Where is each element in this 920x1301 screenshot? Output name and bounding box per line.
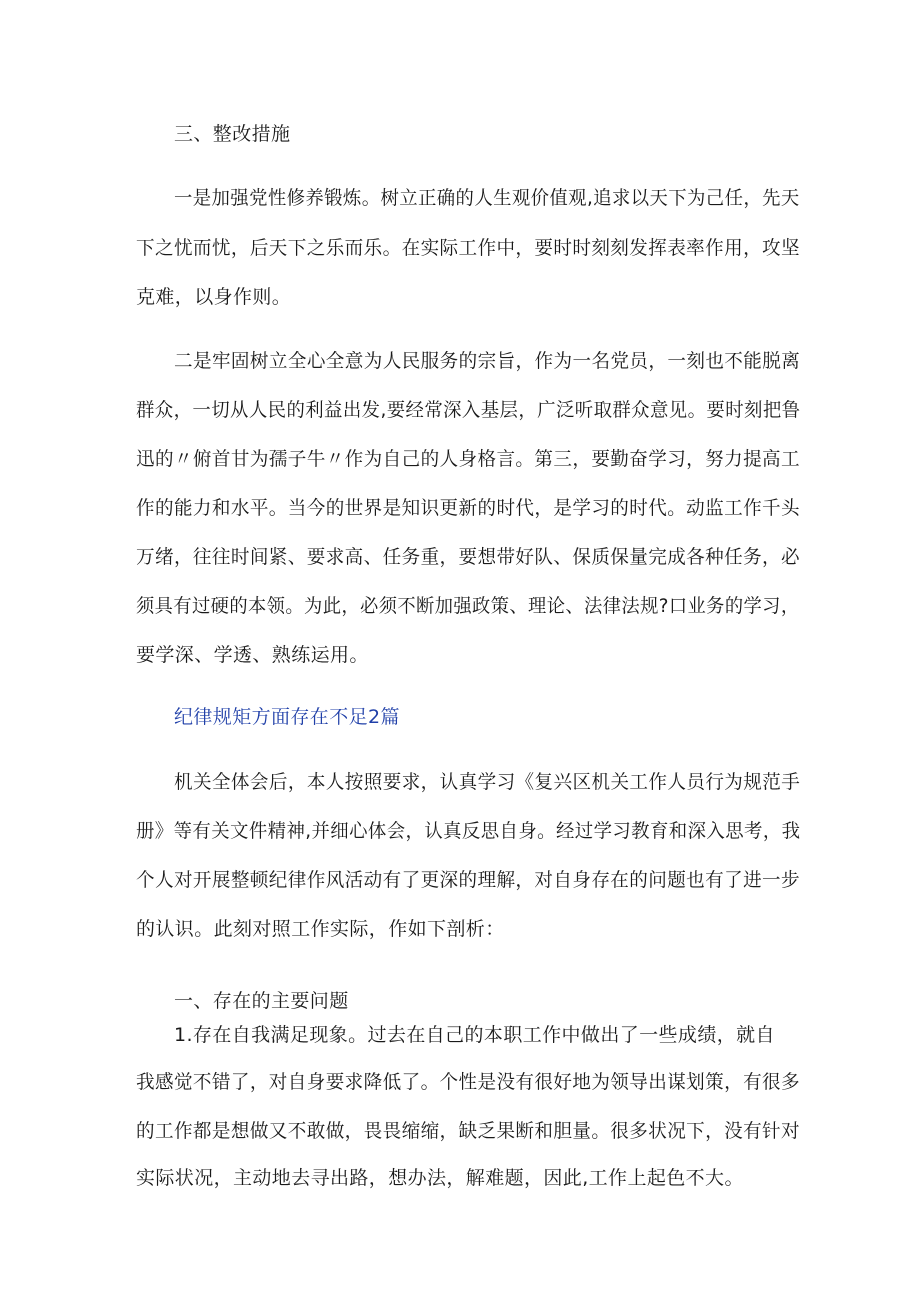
paragraph-2-line-4: 作的能力和水平。当今的世界是知识更新的时代，是学习的时代。动监工作千头 [136,497,801,519]
paragraph-2-line-3: 迅的〃俯首甘为孺子牛〃作为自己的人身格言。第三，要勤奋学习，努力提高工 [136,448,801,470]
paragraph-4-line-1: 1.存在自我满足现象。过去在自己的本职工作中做出了一些成绩，就自 [174,1024,775,1046]
section-heading-rectification: 三、整改措施 [174,123,291,145]
paragraph-3-line-4: 的认识。此刻对照工作实际，作如下剖析： [136,918,505,940]
section-heading-main-problems: 一、存在的主要问题 [174,990,349,1012]
paragraph-2-line-5: 万绪，往往时间紧、要求高、任务重，要想带好队、保质保量完成各种任务，必 [136,546,801,568]
paragraph-2-line-6: 须具有过硬的本领。为此，必须不断加强政策、理论、法律法规?口业务的学习， [136,595,800,617]
paragraph-3-line-1: 机关全体会后，本人按照要求，认真学习《复兴区机关工作人员行为规范手 [174,771,801,793]
paragraph-2-line-2: 群众，一切从人民的利益出发,要经常深入基层，广泛听取群众意见。要时刻把鲁 [136,399,801,421]
paragraph-2-line-1: 二是牢固树立全心全意为人民服务的宗旨，作为一名党员，一刻也不能脱离 [174,350,801,372]
paragraph-2-line-7: 要学深、学透、熟练运用。 [136,644,369,666]
paragraph-4-line-2: 我感觉不错了，对自身要求降低了。个性是没有很好地为领导出谋划策，有很多 [136,1071,801,1093]
paragraph-1-line-2: 下之忧而忧，后天下之乐而乐。在实际工作中，要时时刻刻发挥表率作用，攻坚 [136,237,801,259]
article-title-link[interactable]: 纪律规矩方面存在不足2篇 [174,706,400,728]
paragraph-1-line-3: 克难，以身作则。 [136,286,292,308]
paragraph-3-line-2: 册》等有关文件精神,并细心体会，认真反思自身。经过学习教育和深入思考，我 [136,820,801,842]
paragraph-4-line-4: 实际状况，主动地去寻出路，想办法，解难题，因此,工作上起色不大。 [136,1167,744,1189]
paragraph-3-line-3: 个人对开展整顿纪律作风活动有了更深的理解，对自身存在的问题也有了进一步 [136,869,801,891]
paragraph-4-line-3: 的工作都是想做又不敢做，畏畏缩缩，缺乏果断和胆量。很多状况下，没有针对 [136,1120,801,1142]
paragraph-1-line-1: 一是加强党性修养锻炼。树立正确的人生观价值观,追求以天下为己任，先天 [174,187,800,209]
